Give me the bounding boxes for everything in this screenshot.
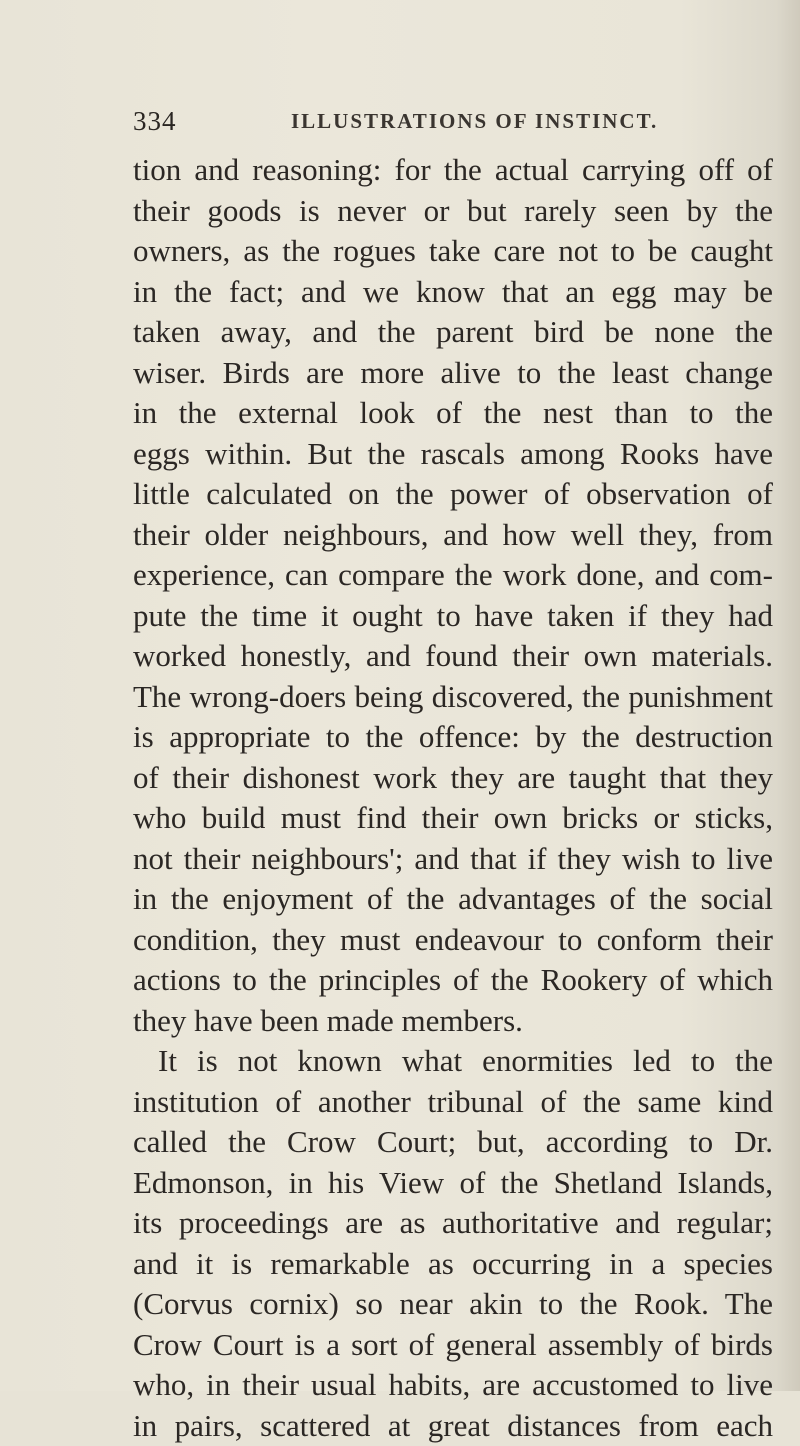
text-line: of their dishonest work they are taught that they <box>133 758 773 799</box>
text-line: Crow Court is a sort of general assembly of birds <box>133 1325 773 1366</box>
text-line: (Corvus cornix) so near akin to the Rook. The <box>133 1284 773 1325</box>
text-line: who, in their usual habits, are accustomed to live <box>133 1365 773 1406</box>
text-line: their older neighbours, and how well they, from <box>133 515 773 556</box>
text-line: wiser. Birds are more alive to the least change <box>133 353 773 394</box>
text-line: little calculated on the power of observation of <box>133 474 773 515</box>
body-text <box>133 150 773 1446</box>
text-line: Edmonson, in his View of the Shetland Islands, <box>133 1163 773 1204</box>
text-line: in the fact; and we know that an egg may be <box>133 272 773 313</box>
text-line: and it is remarkable as occurring in a species <box>133 1244 773 1285</box>
text-line: tion and reasoning: for the actual carrying off of <box>133 150 773 191</box>
text-line: eggs within. But the rascals among Rooks have <box>133 434 773 475</box>
text-line: its proceedings are as authoritative and regular; <box>133 1203 773 1244</box>
text-line: taken away, and the parent bird be none the <box>133 312 773 353</box>
page-header <box>133 106 773 142</box>
text-line: they have been made members. <box>133 1001 773 1042</box>
text-line: worked honestly, and found their own materials. <box>133 636 773 677</box>
text-line: their goods is never or but rarely seen by the <box>133 191 773 232</box>
text-line: is appropriate to the offence: by the destruction <box>133 717 773 758</box>
text-line: institution of another tribunal of the same kind <box>133 1082 773 1123</box>
text-line: actions to the principles of the Rookery of which <box>133 960 773 1001</box>
text-line: experience, can compare the work done, and com- <box>133 555 773 596</box>
running-head: ILLUSTRATIONS OF INSTINCT. <box>291 109 658 134</box>
text-line: not their neighbours'; and that if they wish to live <box>133 839 773 880</box>
paragraph-start-line: It is not known what enormities led to the <box>133 1041 773 1082</box>
text-line: owners, as the rogues take care not to be caught <box>133 231 773 272</box>
text-line: condition, they must endeavour to conform their <box>133 920 773 961</box>
text-line: in pairs, scattered at great distances from each <box>133 1406 773 1446</box>
text-line: pute the time it ought to have taken if they had <box>133 596 773 637</box>
text-line: in the enjoyment of the advantages of the social <box>133 879 773 920</box>
text-line: in the external look of the nest than to the <box>133 393 773 434</box>
text-line: who build must find their own bricks or sticks, <box>133 798 773 839</box>
text-line: The wrong-doers being discovered, the punishment <box>133 677 773 718</box>
page-number: 334 <box>133 106 177 137</box>
text-line: called the Crow Court; but, according to Dr. <box>133 1122 773 1163</box>
